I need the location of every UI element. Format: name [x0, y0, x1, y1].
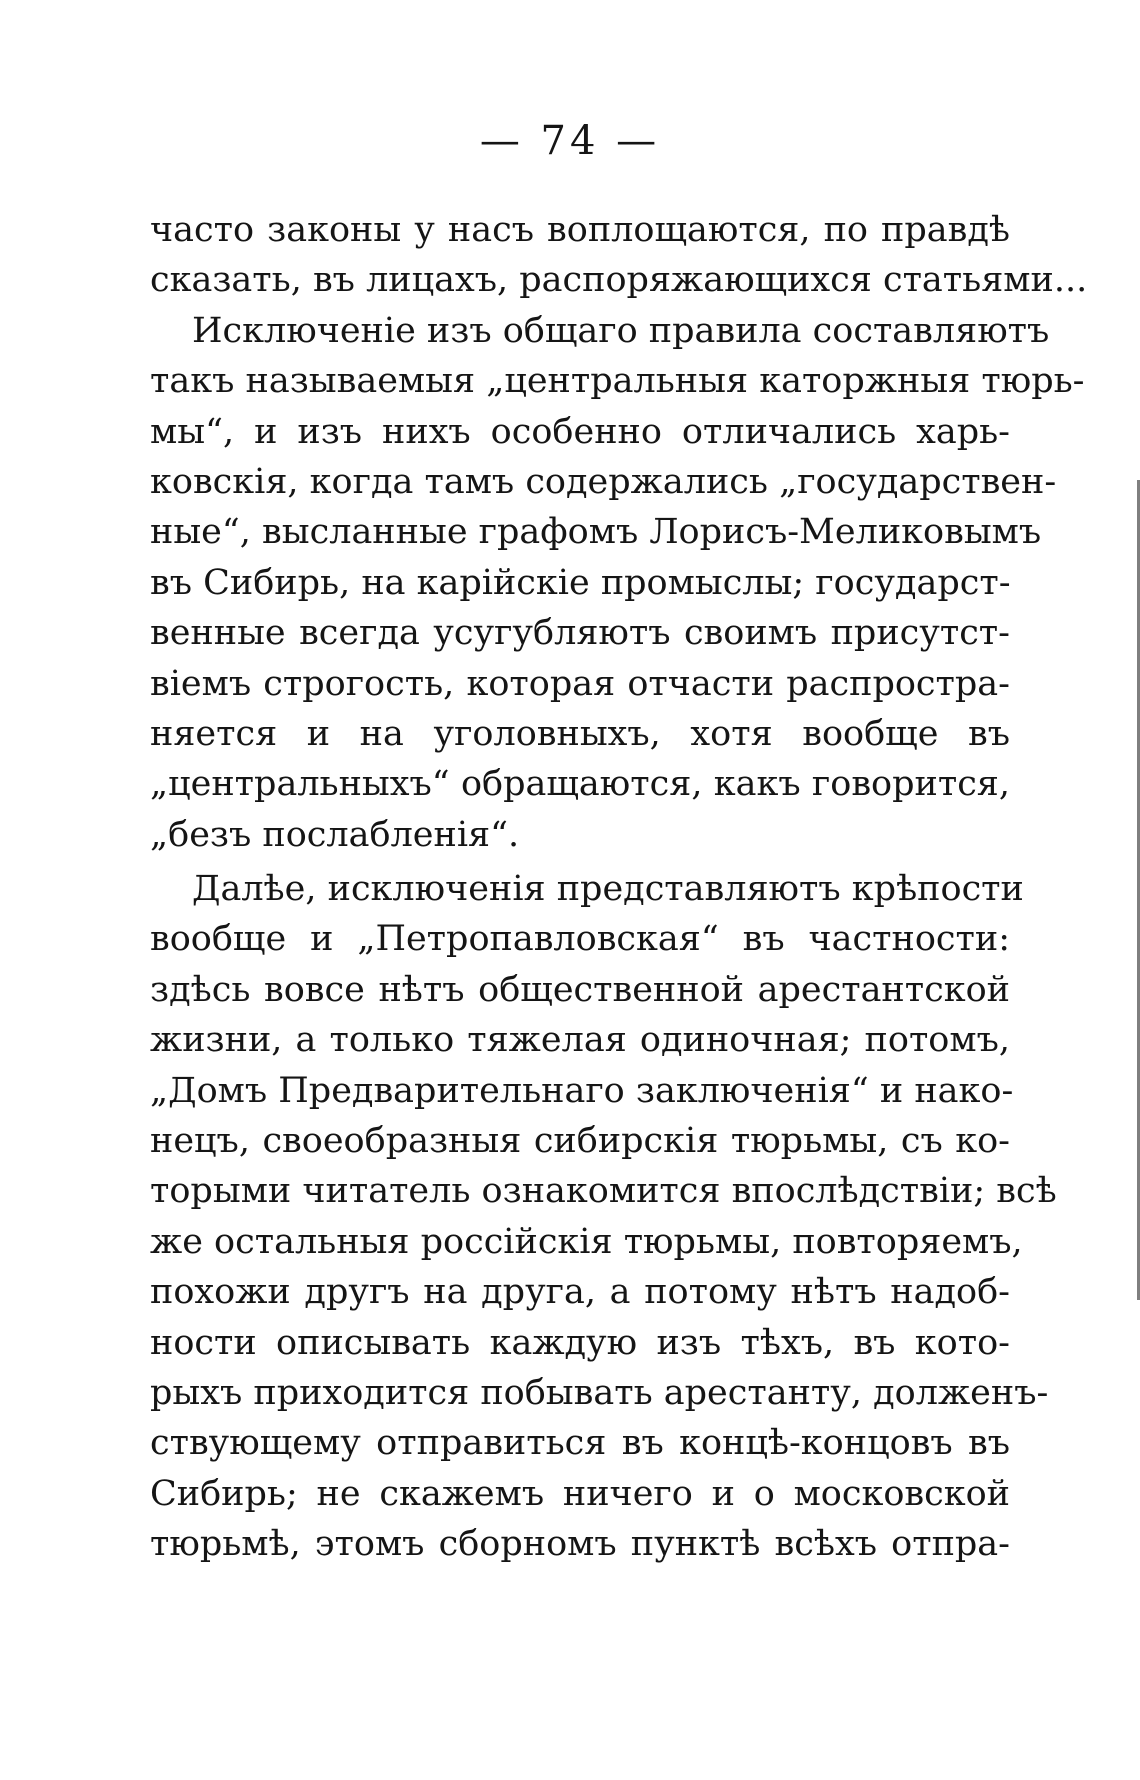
page-number: — 74 —	[479, 118, 661, 164]
text-line: здѣсь вовсе нѣтъ общественной арестантской	[150, 969, 1010, 1010]
text-line: Сибирь; не скажемъ ничего и о московской	[150, 1473, 1010, 1514]
text-line: нецъ, своеобразныя сибирскія тюрьмы, съ ко-	[150, 1121, 1010, 1162]
body-text	[150, 205, 1088, 1570]
text-line: въ Сибирь, на карійскіе промыслы; государст-	[150, 562, 1011, 603]
text-line: рыхъ приходится побывать арестанту, долженъ-	[150, 1372, 1049, 1413]
text-line: няется и на уголовныхъ, хотя вообще въ	[150, 713, 1010, 754]
text-line: „безъ послабленія“.	[150, 814, 520, 855]
text-line: же остальныя россійскія тюрьмы, повторяемъ,	[150, 1221, 1023, 1262]
text-line: „Домъ Предварительнаго заключенія“ и нако-	[150, 1070, 1014, 1111]
text-line: жизни, а только тяжелая одиночная; потомъ,	[150, 1020, 1010, 1061]
text-line: ковскія, когда тамъ содержались „государствен-	[150, 461, 1057, 502]
text-line: сказать, въ лицахъ, распоряжающихся статьями...	[150, 260, 1088, 301]
text-line: венные всегда усугубляютъ своимъ присутст-	[150, 613, 1010, 654]
text-line: похожи другъ на друга, а потому нѣтъ надоб-	[150, 1272, 1010, 1313]
text-line: торыми читатель ознакомится впослѣдствіи; всѣ	[150, 1171, 1057, 1212]
text-line: мы“, и изъ нихъ особенно отличались харь-	[150, 411, 1010, 452]
text-line: „центральныхъ“ обращаются, какъ говорится,	[150, 764, 1010, 805]
text-line: вообще и „Петропавловская“ въ частности:	[150, 919, 1010, 960]
text-line: тюрьмѣ, этомъ сборномъ пунктѣ всѣхъ отпра-	[150, 1524, 1010, 1565]
text-line: Далѣе, исключенія представляютъ крѣпости	[192, 869, 1024, 910]
text-line: ные“, высланные графомъ Лорисъ-Меликовымъ	[150, 512, 1042, 553]
text-line: такъ называемыя „центральныя каторжныя тюрь-	[150, 361, 1085, 402]
text-line: часто законы у насъ воплощаются, по правдѣ	[150, 210, 1010, 250]
text-line: Исключеніе изъ общаго правила составляютъ	[192, 310, 1050, 351]
text-line: ствующему отправиться въ концѣ-концовъ въ	[150, 1423, 1010, 1464]
text-line: ности описывать каждую изъ тѣхъ, въ кото-	[150, 1322, 1010, 1363]
text-line: віемъ строгость, которая отчасти распростра-	[150, 663, 1010, 704]
